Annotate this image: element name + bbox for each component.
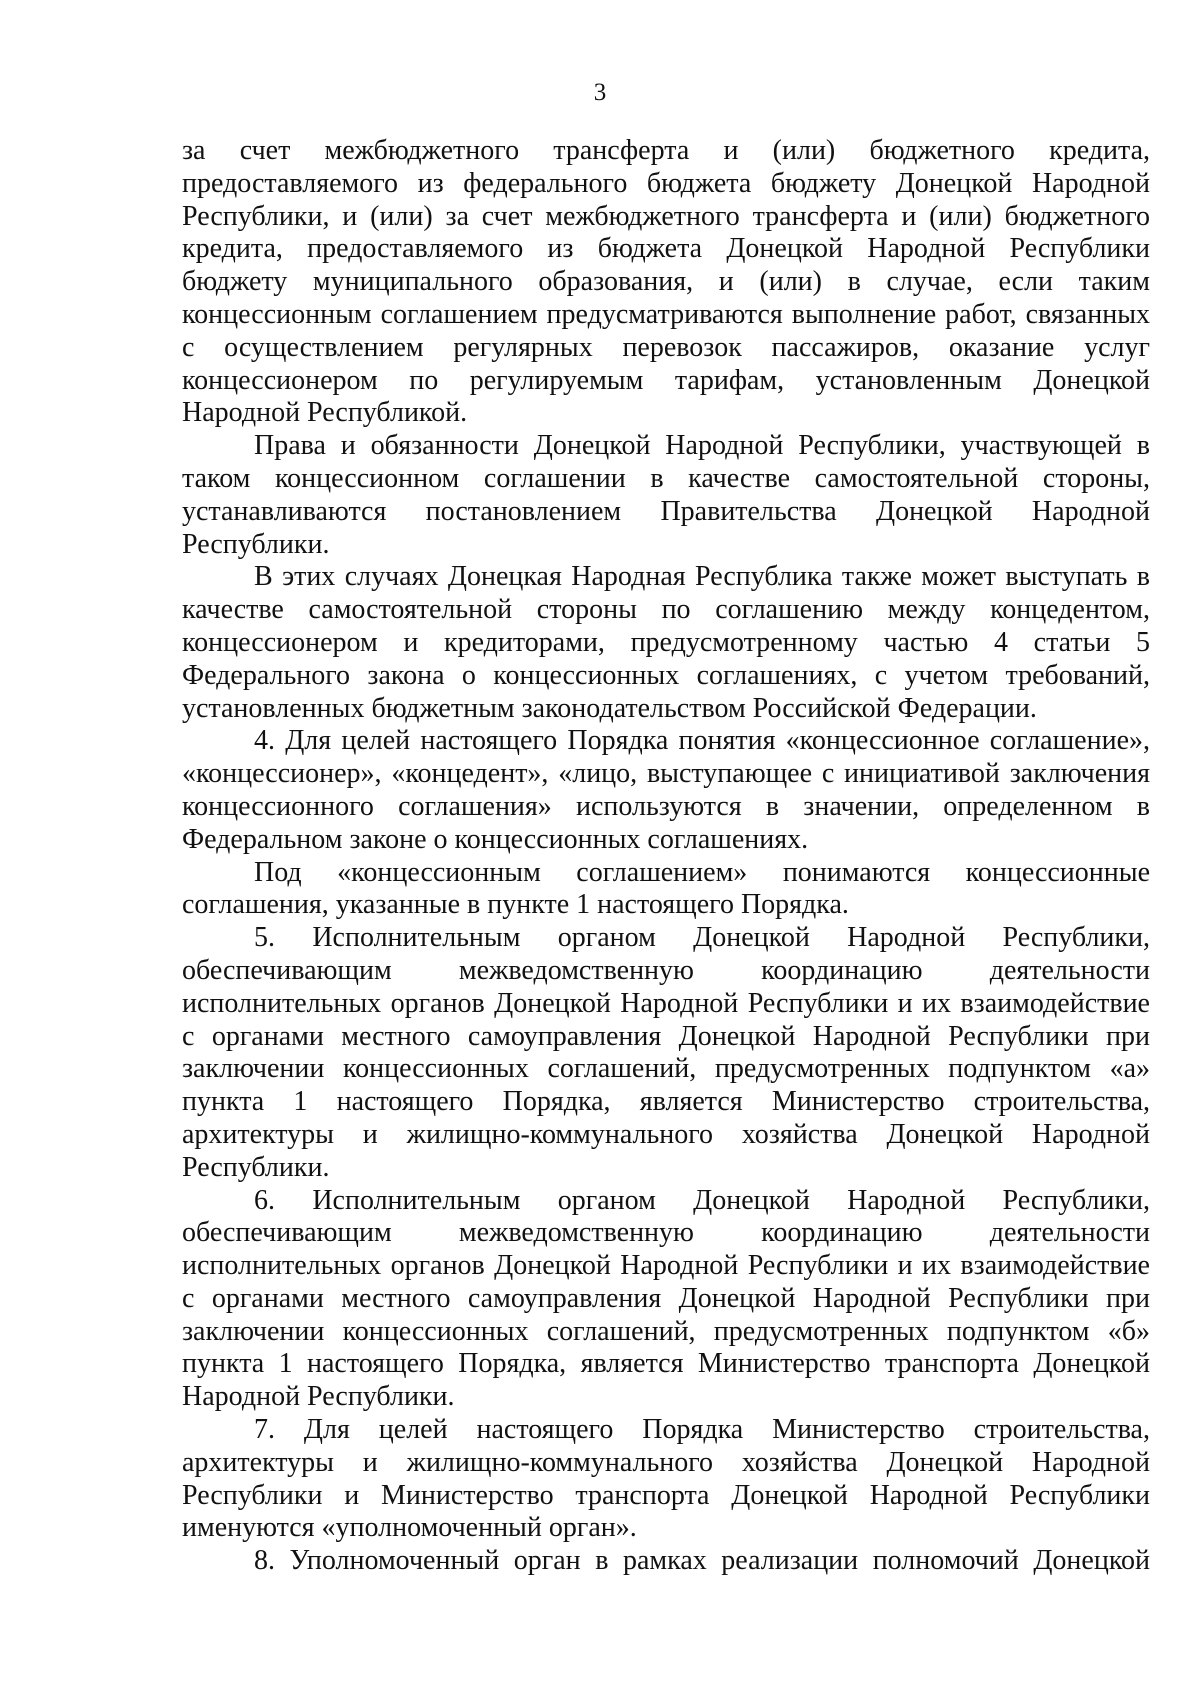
paragraph-continuation: за счет межбюджетного трансферта и (или) бюджетного кредита, предоставляемого из федерального бюджета бюджету Донецкой Народной Республики, и (или) за счет межбюджетного трансферта и (или) бюджетного кредита, предоставляемого из бюджета Донецкой Народной Республики бюджету муниципального образования, и (или) в случае, если таким концессионным соглашением предусматриваются выполнение работ, связанных с осуществлением регулярных перевозок пассажиров, оказание услуг концессионером по регулируемым тарифам, установленным Донецкой Народной Республикой.: [182, 135, 1150, 429]
paragraph-item-5: 5. Исполнительным органом Донецкой Народной Республики, обеспечивающим межведомственную координацию деятельности исполнительных органов Донецкой Народной Республики и их взаимодействие с органами местного самоуправления Донецкой Народной Республики при заключении концессионных соглашений, предусмотренных подпунктом «а» пункта 1 настоящего Порядка, является Министерство строительства, архитектуры и жилищно-коммунального хозяйства Донецкой Народной Республики.: [182, 922, 1150, 1183]
paragraph-item-7: 7. Для целей настоящего Порядка Министерство строительства, архитектуры и жилищно-коммунального хозяйства Донецкой Народной Республики и Министерство транспорта Донецкой Народной Республики именуются «уполномоченный орган».: [182, 1414, 1150, 1544]
paragraph-item-8: 8. Уполномоченный орган в рамках реализации полномочий Донецкой: [254, 1545, 1150, 1577]
document-body: [182, 135, 1150, 1578]
paragraph-rights-and-obligations: Права и обязанности Донецкой Народной Республики, участвующей в таком концессионном соглашении в качестве самостоятельной стороны, устанавливаются постановлением Правительства Донецкой Народной Республики.: [182, 430, 1150, 560]
paragraph-item-4: 4. Для целей настоящего Порядка понятия «концессионное соглашение», «концессионер», «концедент», «лицо, выступающее с инициативой заключения концессионного соглашения» используются в значении, определенном в Федеральном законе о концессионных соглашениях.: [182, 725, 1150, 855]
paragraph-independent-party: В этих случаях Донецкая Народная Республика также может выступать в качестве самостоятельной стороны по соглашению между концедентом, концессионером и кредиторами, предусмотренному частью 4 статьи 5 Федерального закона о концессионных соглашениях, с учетом требований, установленных бюджетным законодательством Российской Федерации.: [182, 561, 1150, 724]
paragraph-item-6: 6. Исполнительным органом Донецкой Народной Республики, обеспечивающим межведомственную координацию деятельности исполнительных органов Донецкой Народной Республики и их взаимодействие с органами местного самоуправления Донецкой Народной Республики при заключении концессионных соглашений, предусмотренных подпунктом «б» пункта 1 настоящего Порядка, является Министерство транспорта Донецкой Народной Республики.: [182, 1184, 1150, 1413]
paragraph-concession-definition: Под «концессионным соглашением» понимаются концессионные соглашения, указанные в пункте 1 настоящего Порядка.: [182, 856, 1150, 921]
page-number: 3: [593, 79, 607, 106]
